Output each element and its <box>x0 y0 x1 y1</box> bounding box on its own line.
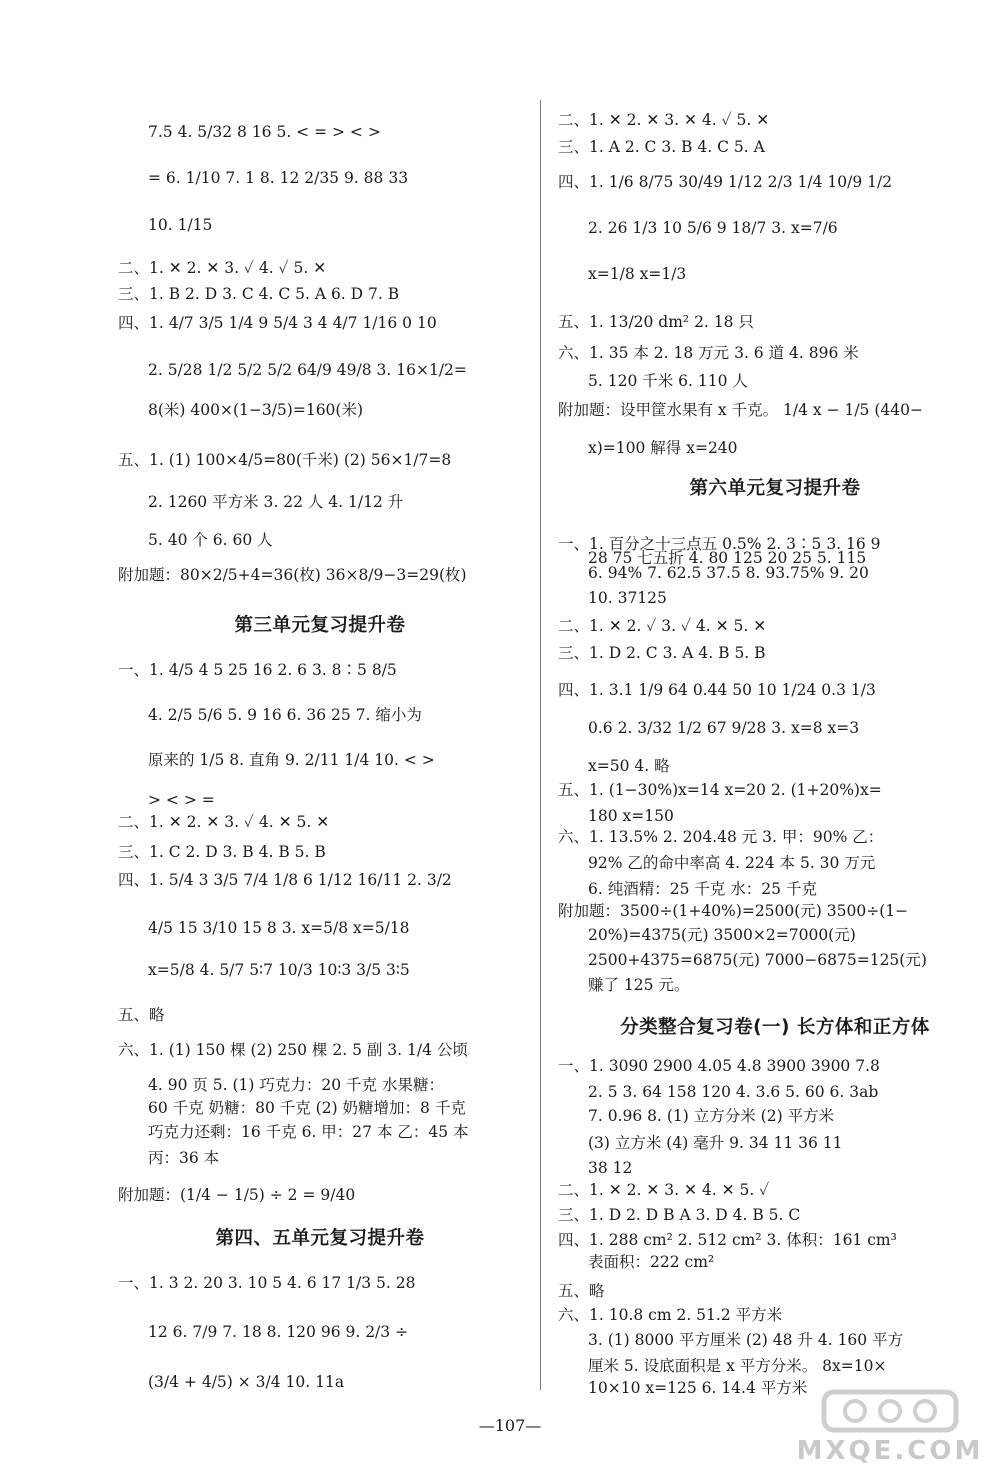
right-answer-line: 10. 37125 <box>588 589 667 607</box>
right-section-heading: 分类整合复习卷(一) 长方体和正方体 <box>620 1017 930 1038</box>
left-answer-line: 附加题：(1/4 − 1/5) ÷ 2 = 9/40 <box>118 1186 356 1204</box>
right-answer-line: 六、1. 10.8 cm 2. 51.2 平方米 <box>558 1306 783 1324</box>
right-answer-line: 20%)=4375(元) 3500×2=7000(元) <box>588 926 856 944</box>
left-answer-line: 2. 5/28 1/2 5/2 5/2 64/9 49/8 3. 16×1/2= <box>148 361 467 379</box>
right-answer-line: 2500+4375=6875(元) 7000−6875=125(元) <box>588 951 927 969</box>
left-answer-line: 一、1. 3 2. 20 3. 10 5 4. 6 17 1/3 5. 28 <box>118 1274 416 1292</box>
left-answer-line: 原来的 1/5 8. 直角 9. 2/11 1/4 10. < > <box>148 751 435 769</box>
right-answer-line: 三、1. D 2. D B A 3. D 4. B 5. C <box>558 1206 801 1224</box>
right-answer-line: 一、1. 3090 2900 4.05 4.8 3900 3900 7.8 <box>558 1057 880 1075</box>
right-answer-line: 92% 乙的命中率高 4. 224 本 5. 30 万元 <box>588 854 876 872</box>
left-answer-line: 五、略 <box>118 1006 165 1024</box>
right-answer-line: 3. (1) 8000 平方厘米 (2) 48 升 4. 160 平方 <box>588 1331 904 1349</box>
left-answer-line: = 6. 1/10 7. 1 8. 12 2/35 9. 88 33 <box>148 169 409 187</box>
left-answer-line: 三、1. B 2. D 3. C 4. C 5. A 6. D 7. B <box>118 285 400 303</box>
left-answer-line: 二、1. ✕ 2. ✕ 3. ✓ 4. ✕ 5. ✕ <box>118 813 330 831</box>
right-answer-line: 6. 94% 7. 62.5 37.5 8. 93.75% 9. 20 <box>588 564 869 582</box>
right-answer-line: x=1/8 x=1/3 <box>588 265 687 283</box>
right-answer-line: 0.6 2. 3/32 1/2 67 9/28 3. x=8 x=3 <box>588 719 860 737</box>
watermark-text: MXQE.COM <box>796 1436 984 1466</box>
right-answer-line: 10×10 x=125 6. 14.4 平方米 <box>588 1379 808 1397</box>
right-answer-line: 2. 26 1/3 10 5/6 9 18/7 3. x=7/6 <box>588 219 838 237</box>
left-answer-line: 10. 1/15 <box>148 216 213 234</box>
right-answer-line: 38 12 <box>588 1159 633 1177</box>
left-answer-line: 2. 1260 平方米 3. 22 人 4. 1/12 升 <box>148 493 404 511</box>
right-answer-line: 四、1. 1/6 8/75 30/49 1/12 2/3 1/4 10/9 1/2 <box>558 173 893 191</box>
left-answer-line: 三、1. C 2. D 3. B 4. B 5. B <box>118 843 326 861</box>
right-answer-line: 二、1. ✕ 2. ✕ 3. ✕ 4. ✕ 5. ✓ <box>558 1181 770 1199</box>
left-answer-line: 六、1. (1) 150 棵 (2) 250 棵 2. 5 副 3. 1/4 公顷 <box>118 1041 468 1059</box>
left-answer-line: 4. 90 页 5. (1) 巧克力：20 千克 水果糖： <box>148 1076 444 1094</box>
left-answer-line: 4. 2/5 5/6 5. 9 16 6. 36 25 7. 缩小为 <box>148 706 422 724</box>
left-answer-line: 一、1. 4/5 4 5 25 16 2. 6 3. 8∶5 8/5 <box>118 661 397 679</box>
right-answer-line: 四、1. 3.1 1/9 64 0.44 50 10 1/24 0.3 1/3 <box>558 681 876 699</box>
right-section-heading: 第六单元复习提升卷 <box>689 478 861 499</box>
right-answer-line: x)=100 解得 x=240 <box>588 439 738 457</box>
right-answer-line: 三、1. D 2. C 3. A 4. B 5. B <box>558 644 766 662</box>
right-answer-line: (3) 立方米 (4) 毫升 9. 34 11 36 11 <box>588 1134 843 1152</box>
right-answer-line: 六、1. 13.5% 2. 204.48 元 3. 甲：90% 乙： <box>558 828 884 846</box>
right-answer-line: 三、1. A 2. C 3. B 4. C 5. A <box>558 138 765 156</box>
left-answer-line: 5. 40 个 6. 60 人 <box>148 531 273 549</box>
left-section-heading: 第四、五单元复习提升卷 <box>215 1228 425 1249</box>
right-answer-line: 四、1. 288 cm² 2. 512 cm² 3. 体积：161 cm³ <box>558 1231 897 1249</box>
left-answer-line: 巧克力还剩：16 千克 6. 甲：27 本 乙：45 本 <box>148 1123 469 1141</box>
right-answer-line: 180 x=150 <box>588 807 674 825</box>
left-answer-line: 7.5 4. 5/32 8 16 5. < = > < > <box>148 123 381 141</box>
right-answer-line: 二、1. ✕ 2. ✓ 3. ✓ 4. ✕ 5. ✕ <box>558 617 767 635</box>
left-answer-line: 四、1. 5/4 3 3/5 7/4 1/8 6 1/12 16/11 2. 3/2 <box>118 871 452 889</box>
right-answer-line: 六、1. 35 本 2. 18 万元 3. 6 道 4. 896 米 <box>558 344 859 362</box>
right-answer-line: 2. 5 3. 64 158 120 4. 3.6 5. 60 6. 3ab <box>588 1083 879 1101</box>
left-answer-line: 4/5 15 3/10 15 8 3. x=5/8 x=5/18 <box>148 919 410 937</box>
left-section-heading: 第三单元复习提升卷 <box>234 615 406 636</box>
right-answer-line: 二、1. ✕ 2. ✕ 3. ✕ 4. ✓ 5. ✕ <box>558 111 770 129</box>
right-answer-line: 一、1. 百分之十三点五 0.5% 2. 3∶5 3. 16 9 <box>558 535 881 553</box>
watermark-seal-icon <box>820 1388 960 1434</box>
right-answer-line: 附加题：3500÷(1+40%)=2500(元) 3500÷(1− <box>558 902 909 920</box>
left-answer-line: 二、1. ✕ 2. ✕ 3. ✓ 4. ✓ 5. ✕ <box>118 259 327 277</box>
right-answer-line: 7. 0.96 8. (1) 立方分米 (2) 平方米 <box>588 1107 835 1125</box>
right-answer-line: 附加题：设甲筐水果有 x 千克。 1/4 x − 1/5 (440− <box>558 401 923 419</box>
left-answer-line: x=5/8 4. 5/7 5∶7 10/3 10∶3 3/5 3∶5 <box>148 961 410 979</box>
right-answer-line: 表面积：222 cm² <box>588 1253 715 1271</box>
left-answer-line: 8(米) 400×(1−3/5)=160(米) <box>148 401 364 419</box>
right-column <box>540 0 1000 1478</box>
right-answer-line: 厘米 5. 设底面积是 x 平方分米。 8x=10× <box>588 1357 887 1375</box>
left-answer-line: (3/4 + 4/5) × 3/4 10. 11a <box>148 1373 345 1391</box>
left-answer-line: > < > = <box>148 791 215 809</box>
watermark-logo <box>790 1382 990 1474</box>
right-answer-line: x=50 4. 略 <box>588 757 670 775</box>
left-answer-line: 丙：36 本 <box>148 1149 220 1167</box>
right-answer-line: 6. 纯酒精：25 千克 水：25 千克 <box>588 880 817 898</box>
right-answer-line: 五、1. 13/20 dm² 2. 18 只 <box>558 313 754 331</box>
right-answer-line: 五、略 <box>558 1282 605 1300</box>
left-answer-line: 四、1. 4/7 3/5 1/4 9 5/4 3 4 4/7 1/16 0 10 <box>118 314 437 332</box>
left-answer-line: 五、1. (1) 100×4/5=80(千米) (2) 56×1/7=8 <box>118 451 452 469</box>
left-answer-line: 12 6. 7/9 7. 18 8. 120 96 9. 2/3 ÷ <box>148 1323 409 1341</box>
right-answer-line: 赚了 125 元。 <box>588 976 690 994</box>
page-number: —107— <box>478 1416 542 1435</box>
right-answer-line: 五、1. (1−30%)x=14 x=20 2. (1+20%)x= <box>558 781 882 799</box>
left-answer-line: 60 千克 奶糖：80 千克 (2) 奶糖增加：8 千克 <box>148 1099 466 1117</box>
right-answer-line: 28 75 七五折 4. 80 125 20 25 5. 115 <box>588 549 867 567</box>
right-answer-line: 5. 120 千米 6. 110 人 <box>588 372 748 390</box>
left-answer-line: 附加题：80×2/5+4=36(枚) 36×8/9−3=29(枚) <box>118 566 467 584</box>
